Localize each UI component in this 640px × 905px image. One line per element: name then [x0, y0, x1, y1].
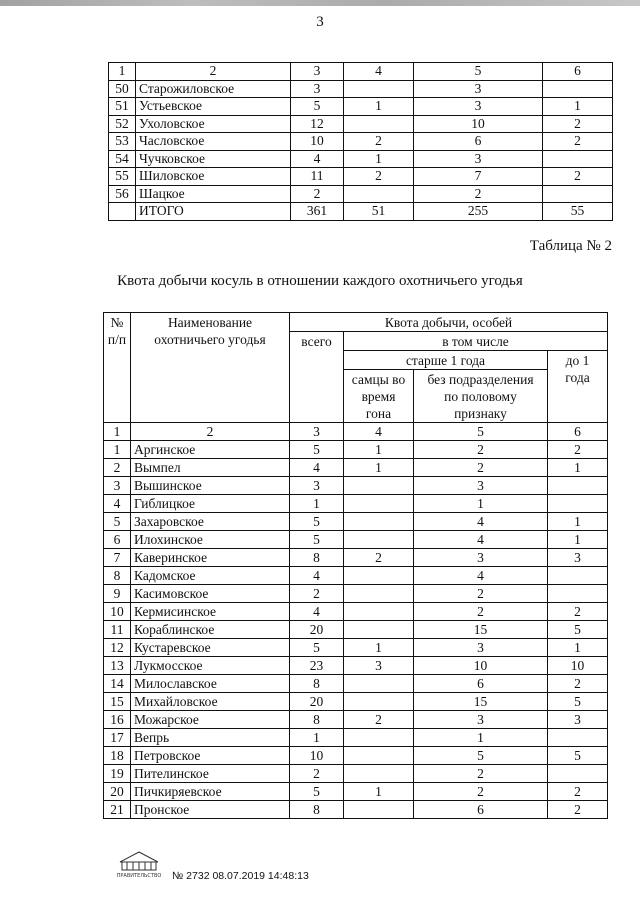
table-heading: Квота добычи косуль в отношении каждого охотничьего угодья	[117, 273, 523, 289]
cell	[344, 185, 414, 203]
cell: 55	[543, 203, 613, 221]
cell: 1	[543, 98, 613, 116]
cell	[344, 765, 414, 783]
cell: 1	[548, 639, 608, 657]
table-row	[109, 115, 613, 133]
quota-table-header	[104, 313, 608, 423]
cell: 56	[109, 185, 136, 203]
cell	[344, 567, 414, 585]
cell: 12	[291, 115, 344, 133]
cell: 15	[104, 693, 131, 711]
col-nosex-header: без подразделения по половому признаку	[414, 370, 548, 423]
table-row	[104, 513, 608, 531]
cell: Чучковское	[136, 150, 291, 168]
cell: 2	[344, 549, 414, 567]
cell	[344, 801, 414, 819]
cell: 6	[104, 531, 131, 549]
table-row	[104, 549, 608, 567]
cell: Устьевское	[136, 98, 291, 116]
table-row	[104, 459, 608, 477]
cell: Гиблицкое	[131, 495, 290, 513]
quota-table	[103, 312, 608, 819]
cell: 1	[344, 150, 414, 168]
cell	[344, 531, 414, 549]
cell: 5	[548, 747, 608, 765]
cell: 52	[109, 115, 136, 133]
table-row	[104, 621, 608, 639]
cell: Каверинское	[131, 549, 290, 567]
table-row	[104, 675, 608, 693]
table-row	[104, 603, 608, 621]
col-including-header: в том числе	[344, 332, 608, 351]
cell: Кадомское	[131, 567, 290, 585]
cell: 4	[290, 603, 344, 621]
cell: 1	[290, 495, 344, 513]
cell: 1	[344, 639, 414, 657]
cell: 2	[344, 168, 414, 186]
cell: Кустаревское	[131, 639, 290, 657]
cell: 3	[414, 549, 548, 567]
col-over1-header: старше 1 года	[344, 351, 548, 370]
cell: 51	[344, 203, 414, 221]
continuation-table-body	[109, 80, 613, 220]
table-row	[104, 657, 608, 675]
cell: 5	[414, 423, 548, 441]
cell: 2	[290, 765, 344, 783]
cell: 5	[291, 98, 344, 116]
cell: 3	[548, 549, 608, 567]
cell: 2	[543, 133, 613, 151]
cell: 8	[104, 567, 131, 585]
cell: 15	[414, 693, 548, 711]
table-row	[109, 98, 613, 116]
cell: 5	[290, 441, 344, 459]
continuation-table-header	[109, 63, 613, 81]
cell	[109, 203, 136, 221]
cell: 20	[104, 783, 131, 801]
cell: 3	[414, 150, 543, 168]
cell: 3	[414, 80, 543, 98]
cell: 8	[290, 711, 344, 729]
table-row	[104, 585, 608, 603]
cell: 2	[543, 115, 613, 133]
cell: Лукмосское	[131, 657, 290, 675]
cell: 6	[414, 801, 548, 819]
cell: Ухоловское	[136, 115, 291, 133]
cell: 5	[104, 513, 131, 531]
cell	[344, 477, 414, 495]
cell	[548, 765, 608, 783]
cell: 4	[291, 150, 344, 168]
col-total-header: всего	[290, 332, 344, 423]
page-number: 3	[316, 14, 324, 30]
cell: 1	[290, 729, 344, 747]
table-row	[109, 168, 613, 186]
cell: Михайловское	[131, 693, 290, 711]
cell: 19	[104, 765, 131, 783]
table-row	[104, 729, 608, 747]
cell: 3	[548, 711, 608, 729]
cell: 4	[344, 63, 414, 81]
cell: 2	[344, 133, 414, 151]
cell: 16	[104, 711, 131, 729]
table-row	[104, 531, 608, 549]
cell: 10	[291, 133, 344, 151]
continuation-table	[108, 62, 613, 221]
cell: 6	[543, 63, 613, 81]
cell: Пронское	[131, 801, 290, 819]
cell: Аргинское	[131, 441, 290, 459]
cell: 2	[104, 459, 131, 477]
cell: 1	[414, 495, 548, 513]
cell: 1	[109, 63, 136, 81]
cell: 8	[290, 675, 344, 693]
cell: 5	[290, 783, 344, 801]
cell: 3	[290, 423, 344, 441]
cell: Касимовское	[131, 585, 290, 603]
table-row	[104, 495, 608, 513]
table-row	[104, 747, 608, 765]
cell: 7	[414, 168, 543, 186]
cell	[344, 495, 414, 513]
cell: 10	[290, 747, 344, 765]
cell: Пителинское	[131, 765, 290, 783]
table-row	[104, 711, 608, 729]
cell: 1	[344, 441, 414, 459]
cell	[548, 729, 608, 747]
cell: 3	[104, 477, 131, 495]
cell: 2	[290, 585, 344, 603]
column-number-row	[104, 423, 608, 441]
cell: Вышинское	[131, 477, 290, 495]
cell: 23	[290, 657, 344, 675]
cell: 5	[548, 621, 608, 639]
cell: 1	[548, 513, 608, 531]
col-quota-header: Квота добычи, особей	[290, 313, 608, 332]
cell	[543, 80, 613, 98]
cell	[344, 603, 414, 621]
cell: 6	[414, 133, 543, 151]
cell: 8	[290, 801, 344, 819]
cell: 5	[290, 513, 344, 531]
cell: 2	[414, 765, 548, 783]
cell: 5	[414, 747, 548, 765]
cell: 1	[548, 459, 608, 477]
cell: 2	[414, 585, 548, 603]
cell: 9	[104, 585, 131, 603]
cell	[548, 495, 608, 513]
cell: 13	[104, 657, 131, 675]
cell: 10	[414, 657, 548, 675]
cell: 3	[344, 657, 414, 675]
cell: 18	[104, 747, 131, 765]
cell: 4	[290, 567, 344, 585]
table-row	[109, 133, 613, 151]
cell: Илохинское	[131, 531, 290, 549]
cell: Петровское	[131, 747, 290, 765]
col-males-header: самцы во время гона	[344, 370, 414, 423]
cell: 4	[414, 513, 548, 531]
cell: 6	[414, 675, 548, 693]
cell: 4	[414, 567, 548, 585]
cell: 1	[104, 441, 131, 459]
cell: 2	[131, 423, 290, 441]
cell: 5	[414, 63, 543, 81]
cell	[344, 80, 414, 98]
cell: Шиловское	[136, 168, 291, 186]
cell: Захаровское	[131, 513, 290, 531]
cell: 4	[104, 495, 131, 513]
cell: 55	[109, 168, 136, 186]
cell: 2	[548, 783, 608, 801]
cell: 3	[414, 711, 548, 729]
cell: 2	[136, 63, 291, 81]
table-row	[109, 150, 613, 168]
cell: 2	[414, 603, 548, 621]
cell: 3	[291, 80, 344, 98]
cell: 2	[344, 711, 414, 729]
table-row	[109, 80, 613, 98]
cell	[548, 567, 608, 585]
cell: 6	[548, 423, 608, 441]
table-row	[104, 567, 608, 585]
cell: 53	[109, 133, 136, 151]
cell	[548, 477, 608, 495]
cell: 2	[548, 603, 608, 621]
cell: Можарское	[131, 711, 290, 729]
cell: 2	[291, 185, 344, 203]
table-row	[104, 693, 608, 711]
cell: 361	[291, 203, 344, 221]
government-building-icon	[108, 848, 170, 878]
cell: Шацкое	[136, 185, 291, 203]
stamp-text: ПРАВИТЕЛЬСТВО	[116, 873, 162, 878]
cell: 5	[290, 531, 344, 549]
cell: 3	[414, 477, 548, 495]
cell: 3	[291, 63, 344, 81]
cell	[548, 585, 608, 603]
table-row	[109, 185, 613, 203]
cell: 15	[414, 621, 548, 639]
cell: 1	[414, 729, 548, 747]
cell: 11	[291, 168, 344, 186]
total-row	[109, 203, 613, 221]
cell: 1	[344, 459, 414, 477]
cell	[344, 693, 414, 711]
cell	[344, 729, 414, 747]
cell: 50	[109, 80, 136, 98]
cell	[344, 621, 414, 639]
cell: 10	[414, 115, 543, 133]
col-number-header: № п/п	[104, 313, 131, 423]
cell: 2	[548, 675, 608, 693]
table-caption: Таблица № 2	[529, 238, 612, 254]
cell	[543, 185, 613, 203]
cell	[344, 747, 414, 765]
document-reference: № 2732 08.07.2019 14:48:13	[172, 870, 309, 882]
cell: 20	[290, 693, 344, 711]
cell: 2	[414, 185, 543, 203]
cell: Вымпел	[131, 459, 290, 477]
cell: 4	[344, 423, 414, 441]
cell: 5	[548, 693, 608, 711]
scan-top-edge	[0, 0, 640, 6]
cell: 1	[548, 531, 608, 549]
cell: 1	[344, 783, 414, 801]
footer	[108, 848, 508, 888]
cell: 3	[414, 98, 543, 116]
cell: 51	[109, 98, 136, 116]
cell: 2	[548, 441, 608, 459]
cell: 4	[290, 459, 344, 477]
table-row	[104, 477, 608, 495]
cell: 5	[290, 639, 344, 657]
col-under1-header: до 1 года	[548, 351, 608, 423]
table-row	[104, 801, 608, 819]
cell: 21	[104, 801, 131, 819]
cell: 1	[104, 423, 131, 441]
cell	[344, 115, 414, 133]
table-row	[104, 441, 608, 459]
cell: 14	[104, 675, 131, 693]
cell: 1	[344, 98, 414, 116]
cell: 12	[104, 639, 131, 657]
cell: 17	[104, 729, 131, 747]
cell	[344, 675, 414, 693]
cell	[344, 585, 414, 603]
cell: Старожиловское	[136, 80, 291, 98]
cell: Кораблинское	[131, 621, 290, 639]
cell	[543, 150, 613, 168]
cell: 2	[543, 168, 613, 186]
cell: 2	[548, 801, 608, 819]
cell: Пичкиряевское	[131, 783, 290, 801]
cell: 20	[290, 621, 344, 639]
cell: 11	[104, 621, 131, 639]
cell: Кермисинское	[131, 603, 290, 621]
col-name-header: Наименование охотничьего угодья	[131, 313, 290, 423]
cell: 54	[109, 150, 136, 168]
cell: 2	[414, 783, 548, 801]
cell: 255	[414, 203, 543, 221]
cell: 3	[290, 477, 344, 495]
cell: Милославское	[131, 675, 290, 693]
table-header-row	[109, 63, 613, 81]
cell: 7	[104, 549, 131, 567]
quota-table-body	[104, 423, 608, 819]
cell: 3	[414, 639, 548, 657]
cell: ИТОГО	[136, 203, 291, 221]
table-row	[104, 783, 608, 801]
cell: Вепрь	[131, 729, 290, 747]
cell: 2	[414, 441, 548, 459]
cell: Часловское	[136, 133, 291, 151]
cell	[344, 513, 414, 531]
cell: 10	[548, 657, 608, 675]
table-row	[104, 639, 608, 657]
cell: 10	[104, 603, 131, 621]
table-row	[104, 765, 608, 783]
cell: 8	[290, 549, 344, 567]
cell: 2	[414, 459, 548, 477]
cell: 4	[414, 531, 548, 549]
